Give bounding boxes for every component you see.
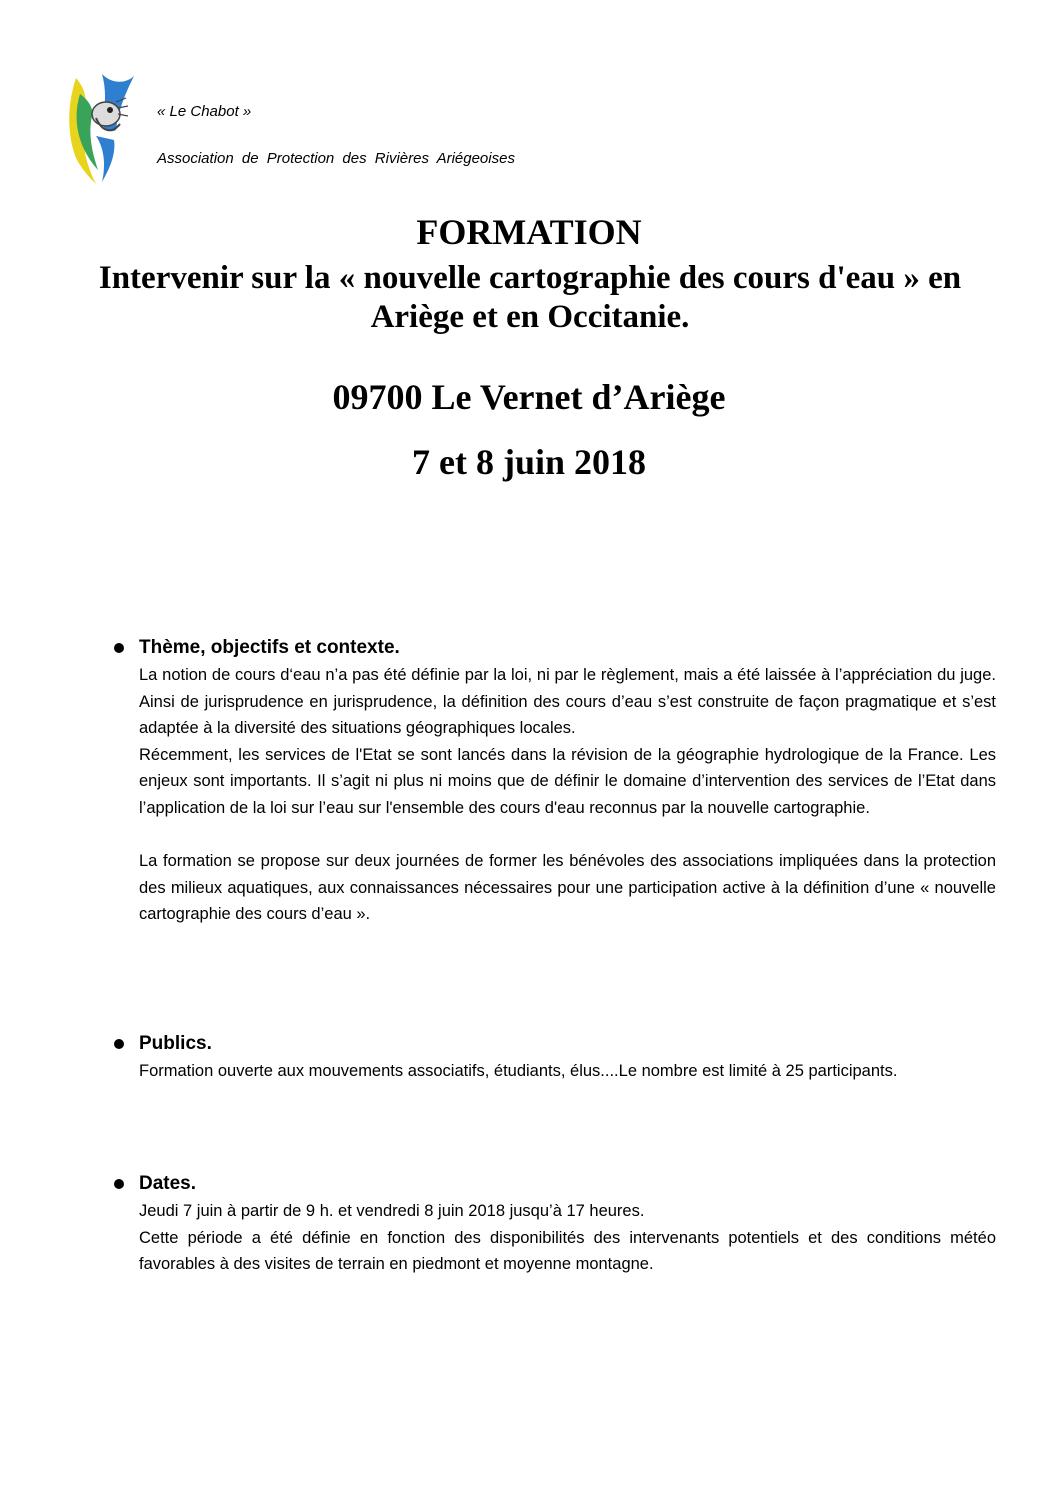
title-formation: FORMATION	[416, 212, 642, 252]
title-dates: 7 et 8 juin 2018	[412, 442, 646, 482]
paragraph: La formation se propose sur deux journées de former les bénévoles des associations impliquées dans la protection des milieux aquatiques, aux connaissances nécessaires pour une participation active à la définition d’une « nouvelle cartographie des cours d’eau ».	[139, 852, 996, 924]
chabot-logo-icon	[62, 72, 134, 186]
section-heading: Dates.	[139, 1173, 197, 1194]
section-body	[139, 1198, 996, 1278]
title-subject: Intervenir sur la « nouvelle cartographie des cours d'eau » en Ariège et en Occitanie.	[98, 260, 962, 335]
association-nickname: « Le Chabot »	[157, 103, 252, 120]
title-location: 09700 Le Vernet d’Ariège	[332, 377, 726, 417]
paragraph: Cette période a été définie en fonction des disponibilités des intervenants potentiels et des conditions météo favorables à des visites de terrain en piedmont et moyenne montagne.	[139, 1228, 996, 1274]
bullet-icon	[114, 643, 124, 653]
paragraph: La notion de cours d‘eau n’a pas été définie par la loi, ni par le règlement, mais a été laissée à l’appréciation du juge. Ainsi de jurisprudence en jurisprudence, la définition des cours d’eau s’est construite de façon pragmatique et s’est adaptée à la diversité des situations géographiques locales.	[139, 666, 996, 738]
section-body	[139, 1058, 996, 1085]
section-heading: Publics.	[139, 1033, 212, 1054]
section-heading: Thème, objectifs et contexte.	[139, 637, 400, 658]
section-dates	[108, 1172, 996, 1278]
paragraph: Formation ouverte aux mouvements associatifs, étudiants, élus....Le nombre est limité à 25 participants.	[139, 1062, 898, 1080]
bullet-icon	[114, 1039, 124, 1049]
section-theme	[108, 636, 996, 928]
bullet-icon	[114, 1179, 124, 1189]
section-publics	[108, 1032, 996, 1085]
section-body	[139, 662, 996, 928]
paragraph: Jeudi 7 juin à partir de 9 h. et vendredi 8 juin 2018 jusqu’à 17 heures.	[139, 1202, 645, 1220]
association-name: Association de Protection des Rivières Ariégeoises	[157, 150, 515, 167]
paragraph: Récemment, les services de l'Etat se sont lancés dans la révision de la géographie hydrologique de la France. Les enjeux sont importants. Il s’agit ni plus ni moins que de définir le domaine d’intervention des services de l’Etat dans l’application de la loi sur l’eau sur l'ensemble des cours d'eau reconnus par la nouvelle cartographie.	[139, 745, 996, 817]
